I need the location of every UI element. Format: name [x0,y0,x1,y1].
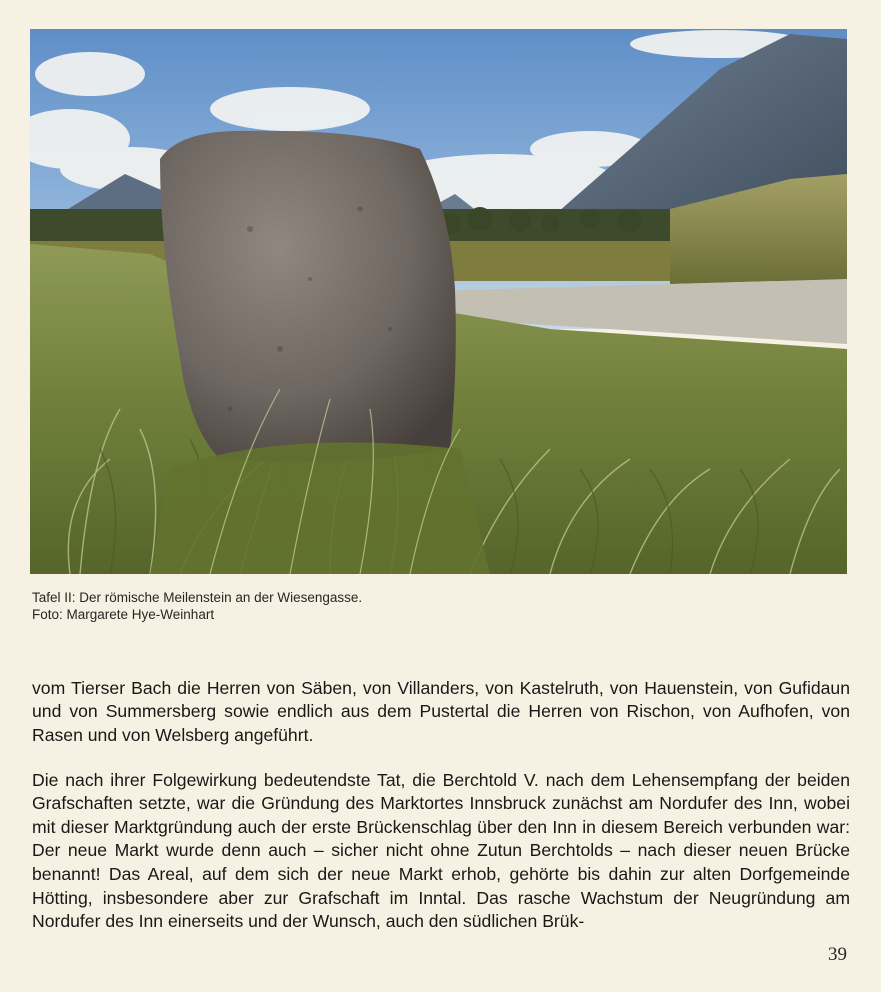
caption-title: Tafel II: Der römische Meilenstein an der Wiesengasse. [32,590,363,605]
figure-caption [32,589,362,623]
milestone-photo [30,29,847,574]
page-number: 39 [828,944,847,965]
body-paragraph: Die nach ihrer Folgewirkung bedeutendste Tat, die Berchtold V. nach dem Lehensempfang der beiden Grafschaften setzte, war die Gründung des Marktortes Innsbruck zunächst am Nordufer des Inn, wobei mit dieser Marktgründung auch der erste Brückenschlag über den Inn in diesem Bereich verbunden war: Der neue Markt wurde denn auch – sicher nicht ohne Zutun Berchtolds – nach dieser neuen Brücke benannt! Das Areal, auf dem sich der neue Markt erhob, gehörte bis dahin zur alten Dorfgemeinde Hötting, insbesondere aber zur Grafschaft im Inntal. Das rasche Wachstum der Neugründung am Nordufer des Inn einerseits und der Wunsch, auch den südlichen Brük- [32,769,850,932]
body-paragraph: vom Tierser Bach die Herren von Säben, von Villanders, von Kastelruth, von Hauenstein, von Gufidaun und von Summersberg sowie endlich aus dem Pustertal die Herren von Rischon, von Aufhofen, von Rasen und von Welsberg angeführt. [32,677,850,745]
caption-photo-credit: Foto: Margarete Hye-Weinhart [32,607,215,622]
